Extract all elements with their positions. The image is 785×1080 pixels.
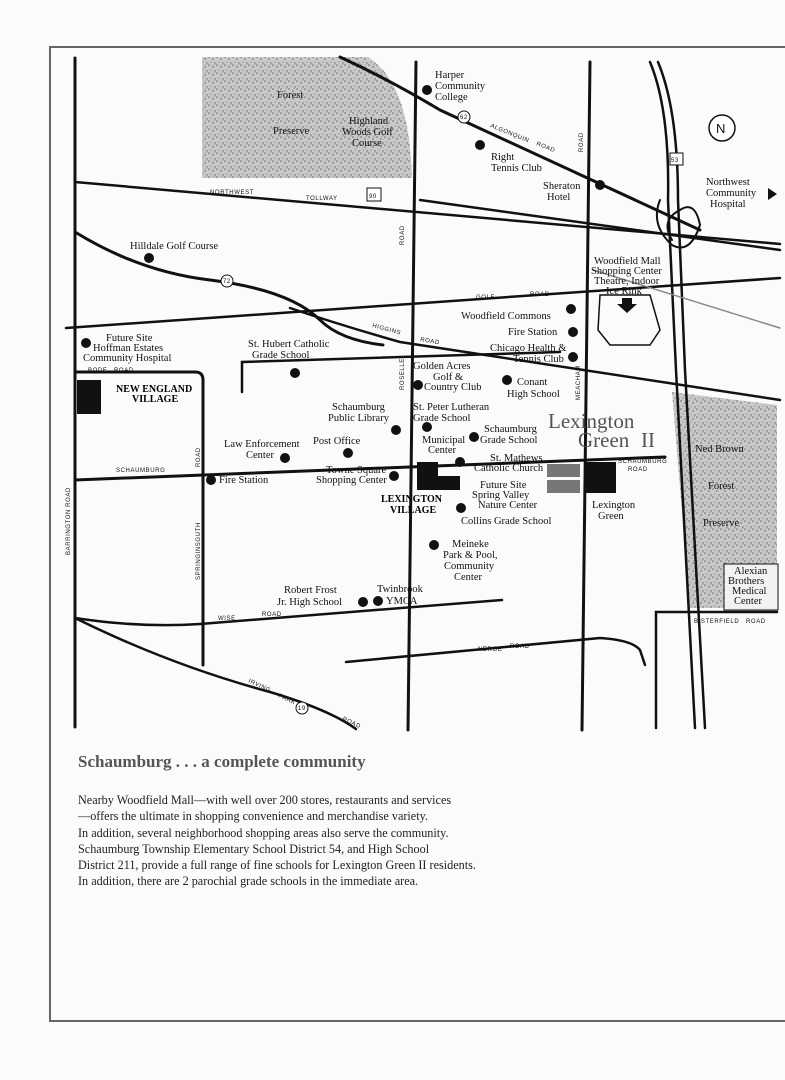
svg-text:Theatre, Indoor: Theatre, Indoor	[594, 276, 660, 287]
svg-text:Shopping Center: Shopping Center	[316, 475, 387, 486]
svg-text:Tennis Club: Tennis Club	[491, 163, 542, 174]
law-enforcement-marker	[280, 453, 290, 463]
svg-text:Jr. High School: Jr. High School	[277, 597, 343, 608]
svg-text:Woods Golf: Woods Golf	[342, 127, 393, 138]
svg-text:Community Hospital: Community Hospital	[83, 353, 172, 364]
svg-text:Community: Community	[435, 81, 486, 92]
route-72-line	[75, 232, 383, 345]
svg-text:Fire Station: Fire Station	[219, 475, 269, 486]
svg-text:72: 72	[223, 279, 231, 285]
svg-text:Course: Course	[352, 138, 382, 149]
svg-text:HIGGINS: HIGGINS	[371, 323, 402, 337]
paragraph-line: Schaumburg Township Elementary School District 54, and High School	[78, 841, 430, 856]
municipal-marker	[455, 457, 465, 467]
svg-text:Future Site: Future Site	[106, 333, 153, 344]
svg-text:Center: Center	[734, 596, 762, 607]
woodfield-mall-arrow-icon	[617, 298, 637, 313]
svg-text:53: 53	[671, 158, 679, 164]
svg-text:PARK: PARK	[277, 693, 297, 707]
svg-text:NEW ENGLAND: NEW ENGLAND	[116, 384, 193, 395]
svg-text:Country Club: Country Club	[424, 382, 482, 393]
svg-text:II: II	[641, 428, 655, 452]
svg-text:90: 90	[369, 194, 377, 200]
svg-text:Alexian: Alexian	[734, 566, 768, 577]
spring-valley-block-2	[547, 480, 580, 493]
svg-text:IRVING: IRVING	[247, 678, 272, 695]
section-heading: Schaumburg . . . a complete community	[78, 752, 366, 771]
svg-text:Fire Station: Fire Station	[508, 327, 558, 338]
svg-text:Public Library: Public Library	[328, 413, 389, 424]
svg-text:Preserve: Preserve	[703, 518, 740, 529]
svg-text:Center: Center	[246, 450, 274, 461]
svg-text:High School: High School	[507, 389, 560, 400]
conant-marker	[502, 375, 512, 385]
compass-icon	[709, 115, 735, 141]
svg-text:Ned Brown: Ned Brown	[695, 444, 744, 455]
svg-text:ROAD: ROAD	[341, 716, 362, 731]
description-paragraph	[78, 792, 598, 890]
svg-text:ROAD: ROAD	[400, 225, 406, 245]
svg-text:ROAD: ROAD	[510, 644, 530, 650]
svg-text:VILLAGE: VILLAGE	[132, 394, 179, 405]
irving-park-road-line	[75, 618, 356, 729]
svg-text:ROAD: ROAD	[419, 337, 441, 347]
harper-marker	[422, 85, 432, 95]
svg-text:Community: Community	[444, 561, 495, 572]
svg-text:TOLLWAY: TOLLWAY	[306, 196, 338, 202]
svg-text:Grade School: Grade School	[480, 435, 538, 446]
fire-station-west-marker	[206, 475, 216, 485]
svg-text:Municipal: Municipal	[422, 435, 466, 446]
paragraph-line: In addition, there are 2 parochial grade schools in the immediate area.	[78, 874, 419, 889]
twinbrook-marker	[373, 596, 383, 606]
schaumburg-grade-marker	[469, 432, 479, 442]
svg-text:ROSELLE: ROSELLE	[400, 358, 406, 390]
collins-marker	[456, 503, 466, 513]
svg-text:Woodfield Mall: Woodfield Mall	[594, 256, 661, 267]
svg-text:62: 62	[460, 115, 468, 121]
svg-text:Schaumburg: Schaumburg	[332, 402, 385, 413]
shield-53	[670, 153, 683, 165]
svg-text:Tennis Club: Tennis Club	[513, 354, 564, 365]
svg-text:Schaumburg: Schaumburg	[484, 424, 537, 435]
svg-text:Ice Rink: Ice Rink	[606, 286, 642, 297]
svg-text:Post Office: Post Office	[313, 436, 361, 447]
svg-text:LEXINGTON: LEXINGTON	[381, 494, 442, 505]
svg-text:NORTHWEST: NORTHWEST	[210, 190, 254, 196]
svg-text:SCHAUMBURG: SCHAUMBURG	[618, 459, 668, 465]
chicago-health-marker	[568, 352, 578, 362]
paragraph-line: District 211, provide a full range of fine schools for Lexington Green II residents.	[78, 858, 476, 873]
svg-text:Community: Community	[706, 188, 757, 199]
svg-text:Collins Grade School: Collins Grade School	[461, 516, 552, 527]
svg-text:Golf &: Golf &	[433, 372, 464, 383]
library-marker	[391, 425, 401, 435]
svg-text:Hoffman Estates: Hoffman Estates	[93, 343, 164, 354]
svg-text:Sheraton: Sheraton	[543, 181, 581, 192]
st-hubert-marker	[290, 368, 300, 378]
svg-text:Conant: Conant	[517, 377, 548, 388]
svg-text:NERGE: NERGE	[478, 647, 503, 653]
road-labels	[66, 123, 766, 730]
svg-text:ROAD: ROAD	[262, 612, 282, 618]
svg-text:Forest: Forest	[708, 481, 735, 492]
svg-text:Forest: Forest	[277, 90, 304, 101]
svg-text:Hotel: Hotel	[547, 192, 571, 203]
svg-text:BODE: BODE	[88, 368, 108, 374]
svg-text:Northwest: Northwest	[706, 177, 750, 188]
svg-text:Lexington: Lexington	[548, 409, 635, 433]
svg-text:VILLAGE: VILLAGE	[390, 505, 437, 516]
svg-text:ROAD: ROAD	[579, 132, 585, 152]
spring-valley-block-1	[547, 464, 580, 477]
svg-text:ROAD: ROAD	[746, 619, 766, 625]
paragraph-line: Nearby Woodfield Mall—with well over 200 stores, restaurants and services	[78, 793, 452, 807]
svg-text:St. Hubert Catholic: St. Hubert Catholic	[248, 339, 330, 350]
svg-text:Lexington: Lexington	[592, 500, 636, 511]
northwest-hospital-arrow-icon	[768, 188, 777, 200]
shield-62	[458, 111, 470, 123]
svg-text:Woodfield Commons: Woodfield Commons	[461, 311, 551, 322]
svg-text:BISTERFIELD: BISTERFIELD	[694, 619, 740, 625]
shield-19	[296, 702, 308, 714]
paragraph-line: —offers the ultimate in shopping convenience and merchandise variety.	[78, 809, 428, 824]
svg-text:N: N	[716, 121, 726, 136]
svg-text:St. Peter Lutheran: St. Peter Lutheran	[413, 402, 490, 413]
svg-text:Future Site: Future Site	[480, 480, 527, 491]
svg-text:Towne Square: Towne Square	[326, 465, 387, 476]
svg-text:College: College	[435, 92, 468, 103]
svg-text:Robert Frost: Robert Frost	[284, 585, 337, 596]
svg-text:Twinbrook: Twinbrook	[377, 584, 423, 595]
hilldale-marker	[144, 253, 154, 263]
svg-text:Hospital: Hospital	[710, 199, 746, 210]
svg-text:Park & Pool,: Park & Pool,	[443, 550, 498, 561]
svg-text:Center: Center	[428, 445, 456, 456]
new-england-village-block	[77, 380, 101, 414]
svg-text:Highland: Highland	[349, 116, 389, 127]
svg-text:Nature Center: Nature Center	[478, 500, 538, 511]
svg-text:Hilldale Golf Course: Hilldale Golf Course	[130, 241, 219, 252]
golden-acres-marker	[413, 380, 423, 390]
description-block	[78, 752, 598, 890]
svg-text:SCHAUMBURG: SCHAUMBURG	[116, 468, 166, 474]
fire-station-east-marker	[568, 327, 578, 337]
svg-text:Catholic Church: Catholic Church	[474, 463, 544, 474]
svg-text:ROAD: ROAD	[114, 368, 134, 374]
svg-text:ROAD: ROAD	[628, 467, 648, 473]
lexington-green-block	[586, 462, 616, 493]
svg-text:Grade School: Grade School	[252, 350, 310, 361]
svg-text:Green: Green	[578, 428, 630, 452]
post-office-marker	[343, 448, 353, 458]
svg-text:Medical: Medical	[732, 586, 767, 597]
svg-text:19: 19	[298, 706, 306, 712]
svg-text:Preserve: Preserve	[273, 126, 310, 137]
svg-text:ROAD: ROAD	[196, 447, 202, 467]
meineke-marker	[429, 540, 439, 550]
svg-text:SPRINGINSGUTH: SPRINGINSGUTH	[196, 522, 202, 580]
paragraph-line: In addition, several neighborhood shopping areas also serve the community.	[78, 825, 449, 840]
svg-text:St. Mathews: St. Mathews	[490, 453, 543, 464]
svg-text:Center: Center	[454, 572, 482, 583]
svg-text:ROAD: ROAD	[535, 141, 556, 155]
svg-text:GOLF: GOLF	[476, 295, 495, 301]
towne-square-marker	[389, 471, 399, 481]
svg-text:Law Enforcement: Law Enforcement	[224, 439, 300, 450]
bisterfield-road-line	[656, 612, 777, 728]
svg-text:MEACHAM: MEACHAM	[576, 365, 582, 400]
svg-text:Brothers: Brothers	[728, 576, 765, 587]
svg-text:Harper: Harper	[435, 70, 465, 81]
shield-72	[221, 275, 233, 287]
right-tennis-marker	[475, 140, 485, 150]
svg-text:WISE: WISE	[218, 616, 236, 622]
svg-text:Shopping Center: Shopping Center	[591, 266, 662, 277]
hoffman-estates-marker	[81, 338, 91, 348]
svg-text:Spring Valley: Spring Valley	[472, 490, 530, 501]
meacham-road-line	[582, 62, 590, 730]
shield-90	[367, 188, 381, 201]
svg-text:Right: Right	[491, 152, 515, 163]
svg-text:Grade School: Grade School	[413, 413, 471, 424]
svg-text:Green: Green	[598, 511, 624, 522]
svg-text:YMCA: YMCA	[386, 596, 418, 607]
robert-frost-marker	[358, 597, 368, 607]
woodfield-commons-marker	[566, 304, 576, 314]
svg-text:Chicago Health &: Chicago Health &	[490, 343, 567, 354]
svg-text:BARRINGTON ROAD: BARRINGTON ROAD	[66, 487, 72, 555]
svg-text:ROAD: ROAD	[530, 292, 550, 298]
svg-text:Golden Acres: Golden Acres	[413, 361, 471, 372]
svg-text:Meineke: Meineke	[452, 539, 489, 550]
sheraton-marker	[595, 180, 605, 190]
svg-text:ALGONQUIN: ALGONQUIN	[489, 123, 530, 145]
